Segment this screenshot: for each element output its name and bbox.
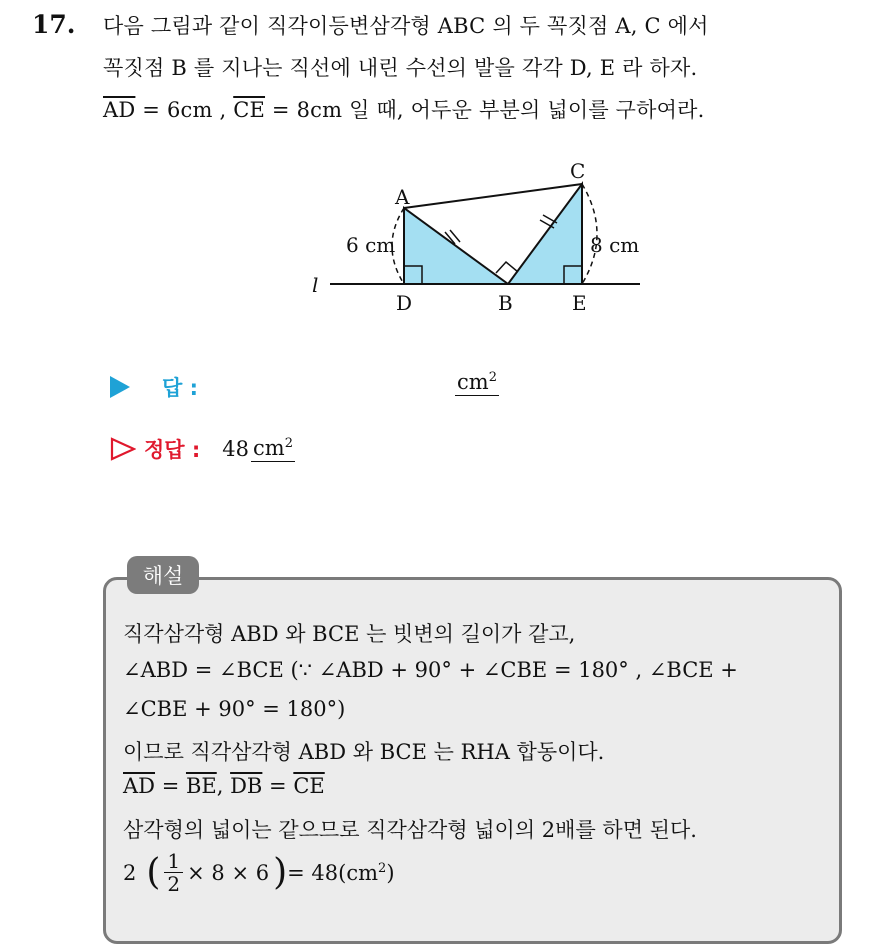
correct-value: 48 (222, 437, 250, 461)
calc-close: ) (273, 852, 288, 893)
correct-unit: $cm^2$ (253, 436, 293, 460)
solution-line-6: 삼각형의 넓이는 같으므로 직각삼각형 넓이의 2배를 하면 된다. (123, 818, 697, 842)
rest-text: = 8cm 일 때, 어두운 부분의 넓이를 구하여라. (265, 98, 705, 122)
length-ce: 8 cm (590, 233, 640, 257)
segment-ce: $\overline{CE}$ (293, 774, 325, 798)
eq-text: = 6cm , (135, 98, 234, 122)
segment-db: $\overline{DB}$ (230, 774, 263, 798)
solution-calc (123, 850, 395, 895)
solution-line-4: 이므로 직각삼각형 ABD 와 BCE 는 RHA 합동이다. (123, 740, 605, 764)
triangle-figure (300, 150, 660, 320)
solution-line-2: ∠ABD = ∠BCE (∵ ∠ABD + 90° + ∠CBE = 180° , ∠BCE + (123, 658, 738, 682)
solution-line-1: 직각삼각형 ABD 와 BCE 는 빗변의 길이가 같고, (123, 622, 576, 646)
correct-label: 정답 : (144, 438, 201, 462)
question-line-2: 꼭짓점 B 를 지나는 직선에 내린 수선의 발을 각각 D, E 라 하자. (103, 56, 698, 80)
calc-lead: 2 (123, 860, 137, 885)
label-a: A (395, 185, 410, 209)
question-line-1: 다음 그림과 같이 직각이등변삼각형 ABC 의 두 꼭짓점 A, C 에서 (103, 14, 709, 38)
label-l: l (312, 273, 319, 297)
shaded-triangle-abd (404, 208, 508, 284)
calc-mid: × 8 × 6 (187, 860, 270, 885)
segment-be: $\overline{BE}$ (185, 774, 217, 798)
label-e: E (572, 291, 587, 315)
play-arrow-icon (110, 376, 130, 398)
correct-row (110, 434, 295, 464)
segment-ad: $\overline{AD}$ (123, 774, 156, 798)
label-c: C (570, 159, 586, 183)
length-ad: 6 cm (346, 233, 396, 257)
question-number: 17. (32, 10, 76, 39)
label-b: B (498, 291, 513, 315)
answer-unit (455, 370, 499, 396)
shaded-triangle-bce (508, 184, 582, 284)
calc-open: ( (146, 852, 161, 893)
label-d: D (396, 291, 413, 315)
solution-tag: 해설 (127, 556, 199, 594)
calc-result: = $48(cm^2)$ (287, 860, 395, 885)
segment-ac (404, 184, 582, 208)
play-outline-icon (110, 437, 136, 461)
answer-row (110, 372, 198, 402)
solution-line-3: ∠CBE + 90° = 180°) (123, 697, 346, 721)
solution-line-5: $\overline{AD} = \overline{BE}$, $\overline{DB} = \overline{CE}$ (123, 774, 325, 798)
right-angle-b (496, 262, 518, 273)
fraction-half: $\frac{1}{2}$ (164, 850, 183, 895)
question-line-3 (103, 94, 705, 124)
segment-ad: $\overline{AD}$ (103, 98, 136, 122)
segment-ce: $\overline{CE}$ (233, 98, 266, 122)
answer-label: 답 : (162, 376, 198, 400)
answer-unit-text: $cm^2$ (457, 370, 497, 394)
